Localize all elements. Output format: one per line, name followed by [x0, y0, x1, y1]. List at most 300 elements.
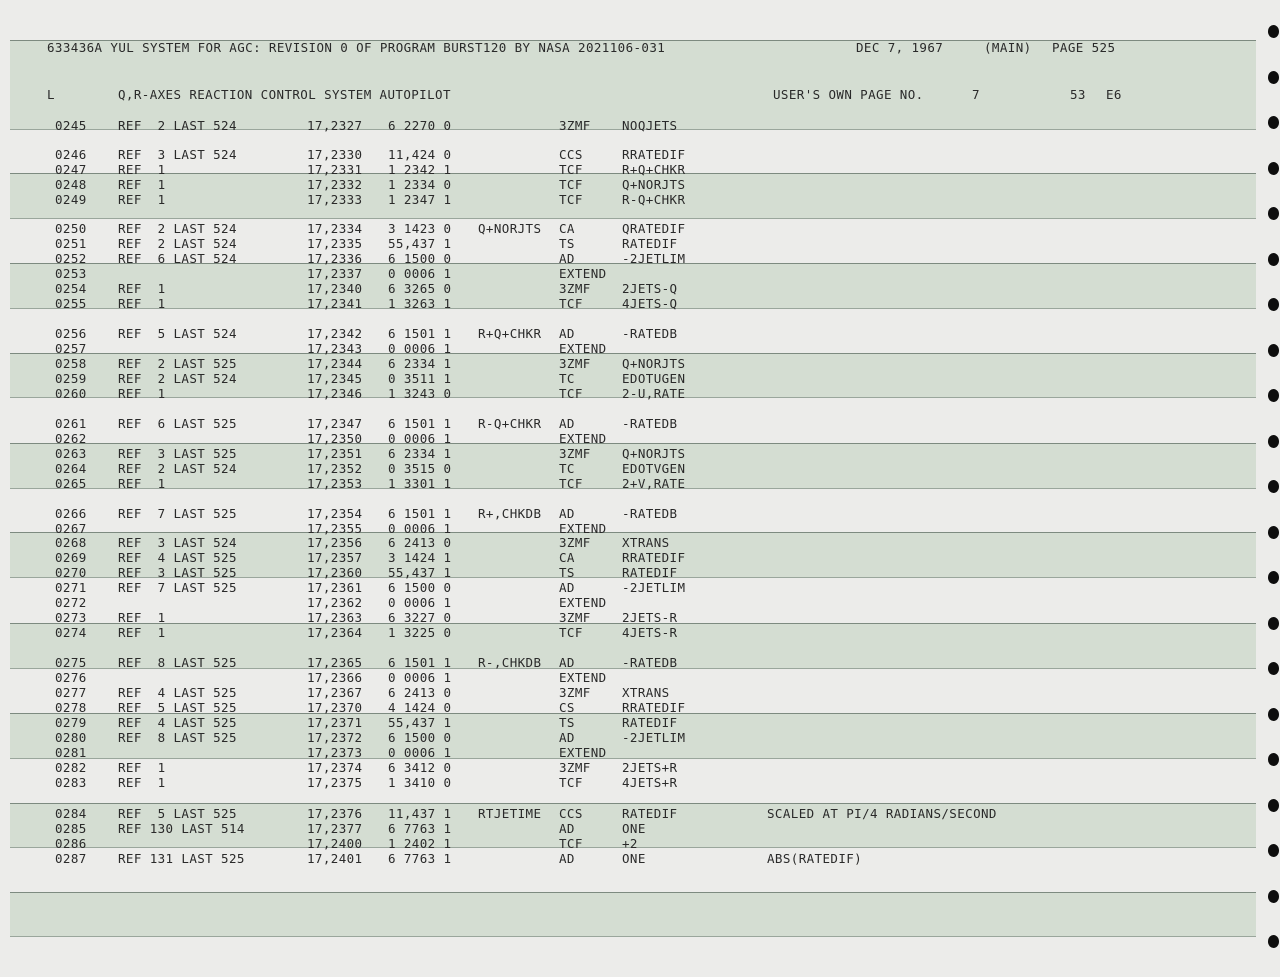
address: 17,2400 [307, 836, 363, 851]
opcode: TCF [559, 625, 583, 640]
address: 17,2363 [307, 610, 363, 625]
operand: Q+NORJTS [622, 446, 686, 461]
octal-code: 55,437 1 [388, 565, 452, 580]
sequence-number: 0262 [55, 431, 87, 446]
listing-row [0, 476, 1240, 492]
operand: -RATEDB [622, 655, 678, 670]
feed-hole [1268, 71, 1279, 84]
opcode: 3ZMF [559, 118, 591, 133]
opcode: TCF [559, 162, 583, 177]
octal-code: 1 2402 1 [388, 836, 452, 851]
comment: SCALED AT PI/4 RADIANS/SECOND [767, 806, 997, 821]
sequence-number: 0251 [55, 236, 87, 251]
octal-code: 0 0006 1 [388, 745, 452, 760]
operand: Q+NORJTS [622, 177, 686, 192]
sequence-number: 0271 [55, 580, 87, 595]
sequence-number: 0270 [55, 565, 87, 580]
feed-hole [1268, 25, 1279, 38]
listing-row [0, 221, 1240, 237]
reference: REF 3 LAST 525 [118, 446, 237, 461]
operand: ONE [622, 851, 646, 866]
reference: REF 6 LAST 524 [118, 251, 237, 266]
sequence-number: 0277 [55, 685, 87, 700]
sequence-number: 0256 [55, 326, 87, 341]
listing-row [0, 685, 1240, 701]
opcode: AD [559, 580, 575, 595]
operand: NOQJETS [622, 118, 678, 133]
sequence-number: 0278 [55, 700, 87, 715]
header-date: DEC 7, 1967 [856, 40, 944, 55]
reference: REF 4 LAST 525 [118, 685, 237, 700]
opcode: TCF [559, 836, 583, 851]
octal-code: 6 1501 1 [388, 416, 452, 431]
opcode: TC [559, 461, 575, 476]
opcode: AD [559, 821, 575, 836]
opcode: TCF [559, 177, 583, 192]
octal-code: 11,424 0 [388, 147, 452, 162]
symbol-label: R+,CHKDB [478, 506, 542, 521]
sequence-number: 0266 [55, 506, 87, 521]
sequence-number: 0264 [55, 461, 87, 476]
reference: REF 1 [118, 476, 166, 491]
operand: RATEDIF [622, 715, 678, 730]
opcode: TCF [559, 296, 583, 311]
operand: XTRANS [622, 535, 670, 550]
opcode: TS [559, 715, 575, 730]
opcode: TS [559, 565, 575, 580]
operand: Q+NORJTS [622, 356, 686, 371]
octal-code: 6 7763 1 [388, 851, 452, 866]
listing-row [0, 535, 1240, 551]
subheader-code-1: 53 [1070, 87, 1086, 102]
octal-code: 6 1500 0 [388, 730, 452, 745]
octal-code: 1 2342 1 [388, 162, 452, 177]
address: 17,2327 [307, 118, 363, 133]
reference: REF 1 [118, 610, 166, 625]
address: 17,2333 [307, 192, 363, 207]
opcode: EXTEND [559, 521, 607, 536]
reference: REF 2 LAST 524 [118, 371, 237, 386]
reference: REF 3 LAST 524 [118, 535, 237, 550]
reference: REF 2 LAST 525 [118, 356, 237, 371]
feed-hole [1268, 571, 1279, 584]
header-section: (MAIN) [984, 40, 1032, 55]
listing-row [0, 655, 1240, 671]
opcode: 3ZMF [559, 685, 591, 700]
feed-hole [1268, 526, 1279, 539]
operand: -RATEDB [622, 416, 678, 431]
listing-row [0, 821, 1240, 837]
octal-code: 0 0006 1 [388, 266, 452, 281]
reference: REF 6 LAST 525 [118, 416, 237, 431]
address: 17,2350 [307, 431, 363, 446]
opcode: EXTEND [559, 266, 607, 281]
sequence-number: 0260 [55, 386, 87, 401]
listing-row [0, 236, 1240, 252]
opcode: CA [559, 550, 575, 565]
paper-band [10, 892, 1256, 937]
operand: -RATEDB [622, 326, 678, 341]
address: 17,2331 [307, 162, 363, 177]
reference: REF 3 LAST 524 [118, 147, 237, 162]
opcode: CCS [559, 806, 583, 821]
feed-hole [1268, 844, 1279, 857]
users-page-label: USER'S OWN PAGE NO. [773, 87, 924, 102]
operand: RRATEDIF [622, 550, 686, 565]
opcode: TC [559, 371, 575, 386]
address: 17,2373 [307, 745, 363, 760]
header-title-line: 633436A YUL SYSTEM FOR AGC: REVISION 0 OF PROGRAM BURST120 BY NASA 2021106-031 [47, 40, 666, 55]
feed-hole [1268, 162, 1279, 175]
reference: REF 2 LAST 524 [118, 236, 237, 251]
address: 17,2340 [307, 281, 363, 296]
sequence-number: 0265 [55, 476, 87, 491]
address: 17,2372 [307, 730, 363, 745]
listing-row [0, 446, 1240, 462]
reference: REF 2 LAST 524 [118, 118, 237, 133]
address: 17,2344 [307, 356, 363, 371]
reference: REF 1 [118, 296, 166, 311]
octal-code: 0 0006 1 [388, 521, 452, 536]
listing-row [0, 341, 1240, 357]
sequence-number: 0284 [55, 806, 87, 821]
opcode: AD [559, 251, 575, 266]
users-page-number: 7 [972, 87, 980, 102]
sequence-number: 0259 [55, 371, 87, 386]
opcode: AD [559, 506, 575, 521]
sequence-number: 0246 [55, 147, 87, 162]
octal-code: 0 0006 1 [388, 431, 452, 446]
address: 17,2364 [307, 625, 363, 640]
opcode: EXTEND [559, 595, 607, 610]
listing-row [0, 386, 1240, 402]
address: 17,2376 [307, 806, 363, 821]
listing-row [0, 550, 1240, 566]
feed-hole [1268, 207, 1279, 220]
address: 17,2347 [307, 416, 363, 431]
octal-code: 1 3243 0 [388, 386, 452, 401]
sequence-number: 0286 [55, 836, 87, 851]
listing-row [0, 162, 1240, 178]
opcode: AD [559, 730, 575, 745]
address: 17,2334 [307, 221, 363, 236]
listing-row [0, 416, 1240, 432]
reference: REF 4 LAST 525 [118, 715, 237, 730]
address: 17,2351 [307, 446, 363, 461]
listing-row [0, 700, 1240, 716]
sequence-number: 0253 [55, 266, 87, 281]
address: 17,2342 [307, 326, 363, 341]
operand: RRATEDIF [622, 147, 686, 162]
sequence-number: 0287 [55, 851, 87, 866]
opcode: EXTEND [559, 745, 607, 760]
operand: R+Q+CHKR [622, 162, 686, 177]
address: 17,2337 [307, 266, 363, 281]
operand: 2+V,RATE [622, 476, 686, 491]
sequence-number: 0280 [55, 730, 87, 745]
listing-row [0, 356, 1240, 372]
opcode: CA [559, 221, 575, 236]
listing-row [0, 836, 1240, 852]
sequence-number: 0273 [55, 610, 87, 625]
listing-row [0, 580, 1240, 596]
reference: REF 2 LAST 524 [118, 461, 237, 476]
sequence-number: 0263 [55, 446, 87, 461]
listing-row [0, 775, 1240, 791]
listing-row [0, 670, 1240, 686]
listing-row [0, 147, 1240, 163]
sequence-number: 0247 [55, 162, 87, 177]
octal-code: 1 3410 0 [388, 775, 452, 790]
opcode: 3ZMF [559, 760, 591, 775]
octal-code: 6 3227 0 [388, 610, 452, 625]
sequence-number: 0257 [55, 341, 87, 356]
octal-code: 6 1501 1 [388, 506, 452, 521]
address: 17,2357 [307, 550, 363, 565]
sequence-number: 0275 [55, 655, 87, 670]
listing-row [0, 251, 1240, 267]
opcode: TCF [559, 476, 583, 491]
reference: REF 7 LAST 525 [118, 506, 237, 521]
comment: ABS(RATEDIF) [767, 851, 863, 866]
listing-row [0, 625, 1240, 641]
octal-code: 3 1423 0 [388, 221, 452, 236]
listing-row [0, 610, 1240, 626]
feed-hole [1268, 435, 1279, 448]
feed-hole [1268, 935, 1279, 948]
address: 17,2335 [307, 236, 363, 251]
octal-code: 55,437 1 [388, 236, 452, 251]
octal-code: 6 1500 0 [388, 251, 452, 266]
address: 17,2365 [307, 655, 363, 670]
subheader-type: L [47, 87, 55, 102]
sequence-number: 0250 [55, 221, 87, 236]
address: 17,2367 [307, 685, 363, 700]
operand: ONE [622, 821, 646, 836]
feed-hole [1268, 799, 1279, 812]
opcode: 3ZMF [559, 446, 591, 461]
opcode: TCF [559, 386, 583, 401]
listing-row [0, 192, 1240, 208]
opcode: TCF [559, 192, 583, 207]
address: 17,2371 [307, 715, 363, 730]
address: 17,2360 [307, 565, 363, 580]
symbol-label: RTJETIME [478, 806, 542, 821]
operand: R-Q+CHKR [622, 192, 686, 207]
listing-row [0, 565, 1240, 581]
opcode: EXTEND [559, 670, 607, 685]
sequence-number: 0283 [55, 775, 87, 790]
operand: 2JETS-R [622, 610, 678, 625]
reference: REF 1 [118, 386, 166, 401]
feed-hole [1268, 890, 1279, 903]
octal-code: 1 2347 1 [388, 192, 452, 207]
operand: -2JETLIM [622, 251, 686, 266]
octal-code: 0 3515 0 [388, 461, 452, 476]
feed-hole [1268, 617, 1279, 630]
operand: RATEDIF [622, 565, 678, 580]
listing-row [0, 730, 1240, 746]
reference: REF 1 [118, 177, 166, 192]
opcode: CS [559, 700, 575, 715]
listing-row [0, 461, 1240, 477]
listing-row [0, 715, 1240, 731]
octal-code: 6 1500 0 [388, 580, 452, 595]
sequence-number: 0258 [55, 356, 87, 371]
feed-hole [1268, 253, 1279, 266]
address: 17,2401 [307, 851, 363, 866]
reference: REF 5 LAST 525 [118, 700, 237, 715]
opcode: 3ZMF [559, 356, 591, 371]
operand: 2JETS-Q [622, 281, 678, 296]
octal-code: 6 2270 0 [388, 118, 452, 133]
octal-code: 0 0006 1 [388, 670, 452, 685]
operand: +2 [622, 836, 638, 851]
operand: -2JETLIM [622, 580, 686, 595]
address: 17,2353 [307, 476, 363, 491]
octal-code: 3 1424 1 [388, 550, 452, 565]
listing-row [0, 851, 1240, 867]
address: 17,2374 [307, 760, 363, 775]
reference: REF 8 LAST 525 [118, 655, 237, 670]
address: 17,2346 [307, 386, 363, 401]
octal-code: 1 2334 0 [388, 177, 452, 192]
address: 17,2345 [307, 371, 363, 386]
reference: REF 130 LAST 514 [118, 821, 245, 836]
reference: REF 1 [118, 281, 166, 296]
sequence-number: 0274 [55, 625, 87, 640]
address: 17,2354 [307, 506, 363, 521]
feed-hole [1268, 116, 1279, 129]
sequence-number: 0282 [55, 760, 87, 775]
operand: EDOTUGEN [622, 371, 686, 386]
octal-code: 6 2413 0 [388, 535, 452, 550]
octal-code: 11,437 1 [388, 806, 452, 821]
operand: 4JETS-R [622, 625, 678, 640]
opcode: AD [559, 326, 575, 341]
opcode: TCF [559, 775, 583, 790]
subheader-code-2: E6 [1106, 87, 1122, 102]
listing-row [0, 806, 1240, 822]
reference: REF 131 LAST 525 [118, 851, 245, 866]
octal-code: 0 0006 1 [388, 341, 452, 356]
listing-row [0, 431, 1240, 447]
opcode: TS [559, 236, 575, 251]
program-title: Q,R-AXES REACTION CONTROL SYSTEM AUTOPILOT [118, 87, 451, 102]
address: 17,2361 [307, 580, 363, 595]
opcode: AD [559, 851, 575, 866]
sequence-number: 0248 [55, 177, 87, 192]
address: 17,2355 [307, 521, 363, 536]
operand: EDOTVGEN [622, 461, 686, 476]
operand: RATEDIF [622, 236, 678, 251]
octal-code: 6 1501 1 [388, 326, 452, 341]
sequence-number: 0245 [55, 118, 87, 133]
listing-row [0, 595, 1240, 611]
symbol-label: Q+NORJTS [478, 221, 542, 236]
feed-hole [1268, 344, 1279, 357]
octal-code: 0 0006 1 [388, 595, 452, 610]
listing-row [0, 745, 1240, 761]
feed-hole [1268, 708, 1279, 721]
reference: REF 7 LAST 525 [118, 580, 237, 595]
symbol-label: R-Q+CHKR [478, 416, 542, 431]
sequence-number: 0268 [55, 535, 87, 550]
feed-hole [1268, 662, 1279, 675]
listing-row [0, 281, 1240, 297]
opcode: EXTEND [559, 341, 607, 356]
operand: 2-U,RATE [622, 386, 686, 401]
address: 17,2343 [307, 341, 363, 356]
reference: REF 8 LAST 525 [118, 730, 237, 745]
operand: RRATEDIF [622, 700, 686, 715]
reference: REF 1 [118, 775, 166, 790]
sequence-number: 0285 [55, 821, 87, 836]
sequence-number: 0276 [55, 670, 87, 685]
sequence-number: 0279 [55, 715, 87, 730]
sequence-number: 0281 [55, 745, 87, 760]
sequence-number: 0261 [55, 416, 87, 431]
octal-code: 0 3511 1 [388, 371, 452, 386]
listing-row [0, 118, 1240, 134]
listing-row [0, 760, 1240, 776]
operand: -2JETLIM [622, 730, 686, 745]
reference: REF 3 LAST 525 [118, 565, 237, 580]
header-page: PAGE 525 [1052, 40, 1116, 55]
reference: REF 1 [118, 162, 166, 177]
listing-row [0, 326, 1240, 342]
octal-code: 6 1501 1 [388, 655, 452, 670]
reference: REF 4 LAST 525 [118, 550, 237, 565]
reference: REF 1 [118, 192, 166, 207]
opcode: AD [559, 655, 575, 670]
octal-code: 6 2334 1 [388, 356, 452, 371]
sequence-number: 0269 [55, 550, 87, 565]
feed-hole [1268, 753, 1279, 766]
sequence-number: 0252 [55, 251, 87, 266]
reference: REF 5 LAST 525 [118, 806, 237, 821]
feed-hole [1268, 480, 1279, 493]
octal-code: 55,437 1 [388, 715, 452, 730]
opcode: EXTEND [559, 431, 607, 446]
operand: QRATEDIF [622, 221, 686, 236]
octal-code: 4 1424 0 [388, 700, 452, 715]
octal-code: 6 3412 0 [388, 760, 452, 775]
listing-row [0, 266, 1240, 282]
listing-row [0, 506, 1240, 522]
symbol-label: R+Q+CHKR [478, 326, 542, 341]
octal-code: 1 3263 1 [388, 296, 452, 311]
opcode: 3ZMF [559, 610, 591, 625]
reference: REF 2 LAST 524 [118, 221, 237, 236]
address: 17,2370 [307, 700, 363, 715]
octal-code: 6 2413 0 [388, 685, 452, 700]
operand: 2JETS+R [622, 760, 678, 775]
octal-code: 1 3301 1 [388, 476, 452, 491]
feed-hole [1268, 298, 1279, 311]
listing-row [0, 177, 1240, 193]
listing-row [0, 296, 1240, 312]
address: 17,2352 [307, 461, 363, 476]
reference: REF 1 [118, 760, 166, 775]
operand: RATEDIF [622, 806, 678, 821]
octal-code: 1 3225 0 [388, 625, 452, 640]
opcode: AD [559, 416, 575, 431]
sequence-number: 0249 [55, 192, 87, 207]
address: 17,2356 [307, 535, 363, 550]
opcode: 3ZMF [559, 535, 591, 550]
symbol-label: R-,CHKDB [478, 655, 542, 670]
